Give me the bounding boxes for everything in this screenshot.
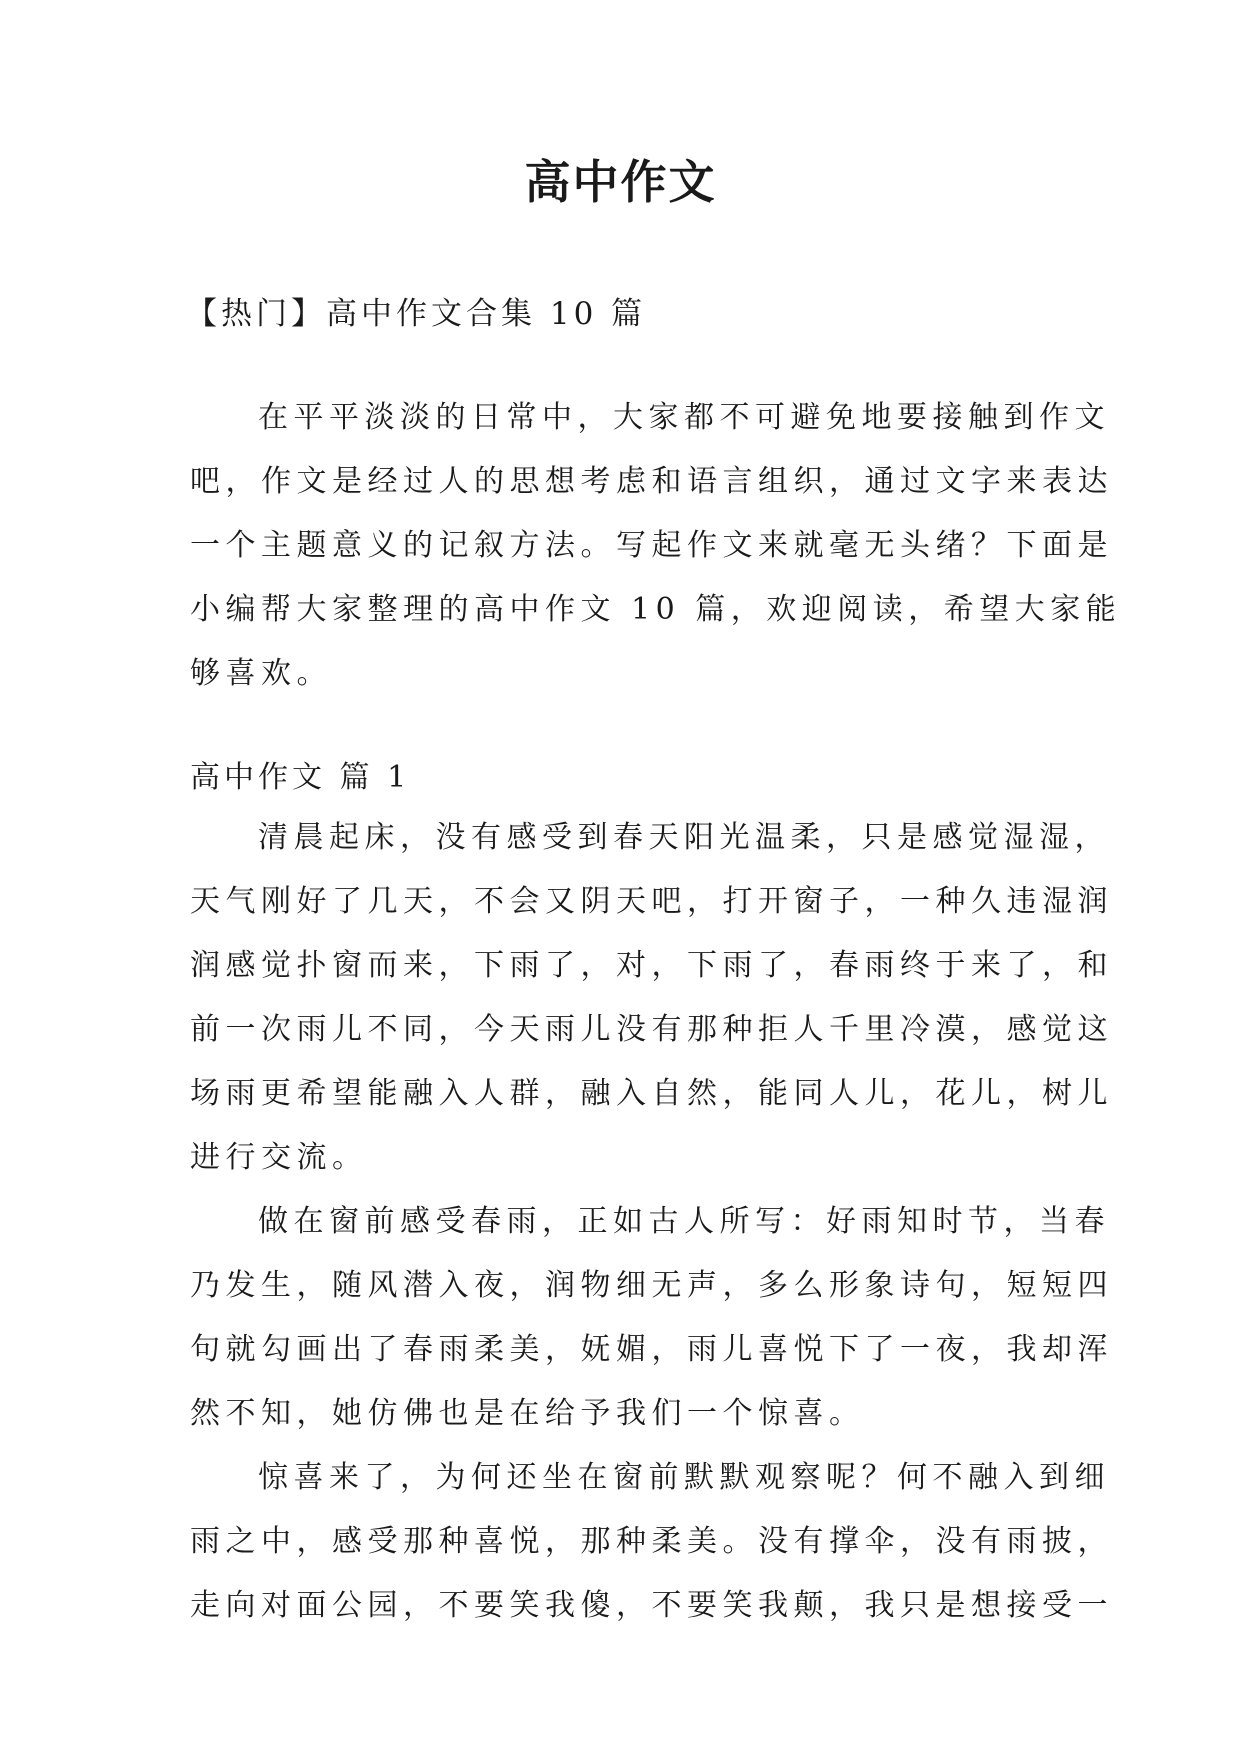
intro-paragraph [190,386,1122,706]
text-line: 一个主题意义的记叙方法。写起作文来就毫无头绪？下面是 [190,528,1113,563]
text-line: 够喜欢。 [190,656,332,691]
text-line: 场雨更希望能融入人群，融入自然，能同人儿，花儿，树儿 [190,1076,1113,1111]
text-line: 润感觉扑窗而来，下雨了，对，下雨了，春雨终于来了，和 [190,948,1113,983]
text-line: 天气刚好了几天，不会又阴天吧，打开窗子，一种久违湿润 [190,884,1113,919]
text-line: 雨之中，感受那种喜悦，那种柔美。没有撑伞，没有雨披， [190,1524,1113,1559]
document-title: 高中作文 [524,155,717,209]
text-line: 乃发生，随风潜入夜，润物细无声，多么形象诗句，短短四 [190,1268,1113,1303]
text-line: 进行交流。 [190,1140,368,1175]
text-line: 做在窗前感受春雨，正如古人所写：好雨知时节，当春 [258,1204,1110,1239]
section-heading: 高中作文 篇 1 [190,760,411,795]
body-paragraph-3 [190,1446,1113,1638]
text-line: 小编帮大家整理的高中作文 10 篇，欢迎阅读，希望大家能 [190,592,1122,627]
text-line: 走向对面公园，不要笑我傻，不要笑我颠，我只是想接受一 [190,1588,1113,1623]
text-line: 句就勾画出了春雨柔美，妩媚，雨儿喜悦下了一夜，我却浑 [190,1332,1113,1367]
body-paragraph-1 [190,806,1113,1190]
text-line: 吧，作文是经过人的思想考虑和语言组织，通过文字来表达 [190,464,1113,499]
body-paragraph-2 [190,1190,1113,1446]
text-line: 然不知，她仿佛也是在给予我们一个惊喜。 [190,1396,865,1431]
text-line: 惊喜来了，为何还坐在窗前默默观察呢？何不融入到细 [258,1460,1110,1495]
document-subtitle: 【热门】高中作文合集 10 篇 [186,296,647,332]
text-line: 在平平淡淡的日常中，大家都不可避免地要接触到作文 [258,400,1110,435]
text-line: 前一次雨儿不同，今天雨儿没有那种拒人千里冷漠，感觉这 [190,1012,1113,1047]
text-line: 清晨起床，没有感受到春天阳光温柔，只是感觉湿湿， [258,820,1110,855]
